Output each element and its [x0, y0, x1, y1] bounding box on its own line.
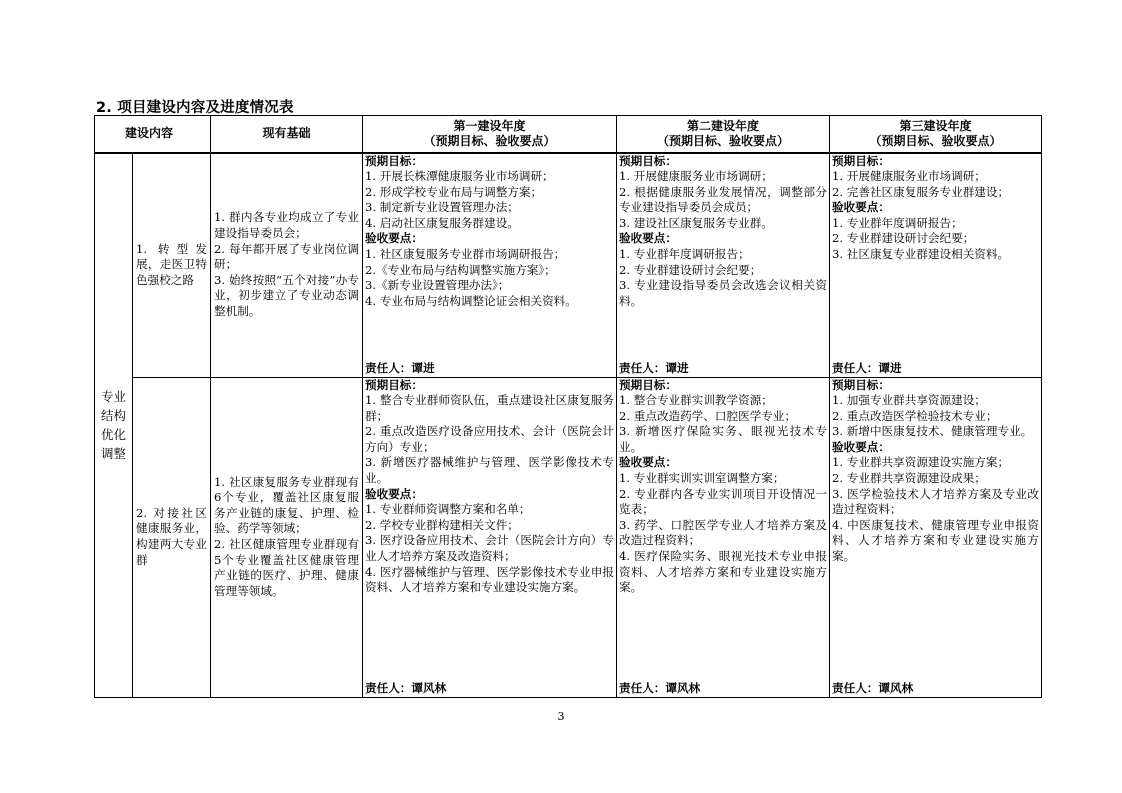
- goal-label: 预期目标：: [619, 377, 677, 392]
- goal-label: 预期目标：: [365, 377, 423, 392]
- basis-item: 1. 群内各专业均成立了专业建设指导委员会；: [214, 210, 360, 241]
- acceptance-item: 3. 医学检验技术人才培养方案及专业改造过程资料；: [832, 486, 1040, 517]
- acceptance-item: 2. 学校专业群构建相关文件；: [365, 517, 519, 532]
- header-construction-content: 建设内容: [95, 116, 211, 153]
- acceptance-item: 4. 专业布局与结构调整论证会相关资料。: [365, 293, 577, 308]
- acceptance-label: 验收要点：: [365, 486, 423, 501]
- construction-progress-table: [94, 115, 1042, 698]
- acceptance-item: 3. 社区康复专业群建设相关资料。: [832, 247, 1010, 262]
- acceptance-item: 4. 医疗器械维护与管理、医学影像技术专业申报资料、人才培养方案和专业建设实施方案。: [365, 564, 615, 595]
- category-cell: 专业结构优化调整: [95, 153, 133, 698]
- goal-item: 1. 开展健康服务业市场调研；: [619, 169, 773, 184]
- basis-cell: [211, 377, 363, 697]
- responsible-person: 责任人：谭风林: [619, 680, 701, 695]
- goal-item: 2. 重点改造医疗设备应用技术、会计（医院会计方向）专业；: [365, 424, 615, 454]
- header-existing-basis: 现有基础: [211, 116, 363, 153]
- acceptance-label: 验收要点：: [832, 439, 890, 454]
- year-3-cell: [830, 153, 1042, 378]
- header-row: [95, 116, 1042, 153]
- goal-item: 3. 制定新专业设置管理办法；: [365, 200, 519, 215]
- goal-item: 3. 新增医疗保险实务、眼视光技术专业。: [619, 424, 828, 454]
- year-3-cell: [830, 377, 1042, 697]
- acceptance-item: 1. 专业群年度调研报告；: [832, 215, 963, 230]
- responsible-person: 责任人：谭进: [619, 360, 689, 375]
- header-year-1: [363, 116, 617, 153]
- goal-item: 1. 加强专业群共享资源建设；: [832, 393, 986, 408]
- acceptance-item: 2. 专业群内各专业实训项目开设情况一览表；: [619, 486, 828, 517]
- goal-item: 1. 整合专业群实训教学资源；: [619, 393, 773, 408]
- goal-item: 2. 完善社区康复服务专业群建设；: [832, 184, 1010, 199]
- goal-label: 预期目标：: [832, 153, 890, 168]
- acceptance-label: 验收要点：: [619, 231, 677, 246]
- acceptance-item: 1. 专业群实训实训室调整方案；: [619, 471, 785, 486]
- header-year-3-subtitle: （预期目标、验收要点）: [869, 133, 1002, 148]
- acceptance-item: 2. 专业群共享资源建设成果；: [832, 471, 986, 486]
- basis-item: 2. 社区健康管理专业群现有5个专业覆盖社区健康管理产业链的医疗、护理、健康管理等领域。: [214, 537, 360, 598]
- goal-label: 预期目标：: [619, 153, 677, 168]
- basis-cell: [211, 153, 363, 378]
- page-number: 3: [557, 710, 565, 723]
- table-row: [95, 377, 1042, 697]
- header-year-2-subtitle: （预期目标、验收要点）: [657, 133, 790, 148]
- goal-item: 2. 根据健康服务业发展情况，调整部分专业建设指导委员会成员；: [619, 184, 828, 215]
- goal-item: 1. 开展长株潭健康服务业市场调研；: [365, 169, 554, 184]
- basis-item: 3. 始终按照“五个对接”办专业，初步建立了专业动态调整机制。: [214, 272, 360, 318]
- table-row: [95, 153, 1042, 378]
- acceptance-item: 3. 专业建设指导委员会改选会议相关资料。: [619, 278, 828, 308]
- acceptance-item: 1. 专业群年度调研报告；: [619, 247, 750, 262]
- header-year-3: [830, 116, 1042, 153]
- acceptance-item: 3. 医疗设备应用技术、会计（医院会计方向）专业人才培养方案及改造资料；: [365, 533, 615, 564]
- goal-label: 预期目标：: [365, 153, 423, 168]
- acceptance-item: 3.《新专业设置管理办法》；: [365, 278, 510, 293]
- subitem-cell: 1. 转型发展，走医卫特色强校之路: [133, 153, 211, 378]
- goal-item: 3. 新增中医康复技术、健康管理专业。: [832, 424, 1033, 439]
- responsible-person: 责任人：谭进: [832, 360, 902, 375]
- responsible-person: 责任人：谭进: [365, 360, 435, 375]
- goal-item: 2. 重点改造药学、口腔医学专业；: [619, 408, 797, 423]
- responsible-person: 责任人：谭风林: [365, 680, 447, 695]
- header-year-3-title: 第三建设年度: [899, 118, 972, 133]
- acceptance-label: 验收要点：: [619, 455, 677, 470]
- basis-item: 2. 每年都开展了专业岗位调研；: [214, 241, 360, 272]
- year-2-cell: [617, 153, 830, 378]
- year-1-cell: [363, 153, 617, 378]
- goal-item: 1. 整合专业群师资队伍，重点建设社区康复服务群；: [365, 393, 615, 423]
- year-2-cell: [617, 377, 830, 697]
- header-year-1-subtitle: （预期目标、验收要点）: [423, 133, 556, 148]
- goal-item: 4. 启动社区康复服务群建设。: [365, 215, 519, 230]
- acceptance-label: 验收要点：: [365, 231, 423, 246]
- acceptance-item: 1. 专业群师资调整方案和名单；: [365, 502, 531, 517]
- acceptance-item: 2. 专业群建设研讨会纪要；: [619, 262, 762, 277]
- goal-label: 预期目标：: [832, 377, 890, 392]
- goal-item: 3. 建设社区康复服务专业群。: [619, 215, 773, 230]
- acceptance-item: 4. 中医康复技术、健康管理专业申报资料、人才培养方案和专业建设实施方案。: [832, 517, 1040, 564]
- subitem-cell: 2. 对接社区健康服务业，构建两大专业群: [133, 377, 211, 697]
- acceptance-label: 验收要点：: [832, 200, 890, 215]
- acceptance-item: 1. 专业群共享资源建设实施方案；: [832, 455, 1010, 470]
- header-year-2-title: 第二建设年度: [687, 118, 760, 133]
- acceptance-item: 3. 药学、口腔医学专业人才培养方案及改造过程资料；: [619, 517, 828, 548]
- goal-item: 3. 新增医疗器械维护与管理、医学影像技术专业。: [365, 455, 615, 486]
- acceptance-item: 2. 专业群建设研讨会纪要；: [832, 231, 975, 246]
- header-year-2: [617, 116, 830, 153]
- goal-item: 2. 重点改造医学检验技术专业；: [832, 408, 998, 423]
- responsible-person: 责任人：谭风林: [832, 680, 914, 695]
- acceptance-item: 1. 社区康复服务专业群市场调研报告；: [365, 247, 566, 262]
- acceptance-item: 2.《专业布局与结构调整实施方案》；: [365, 262, 556, 277]
- goal-item: 1. 开展健康服务业市场调研；: [832, 169, 986, 184]
- acceptance-item: 4. 医疗保险实务、眼视光技术专业申报资料、人才培养方案和专业建设实施方案。: [619, 549, 828, 595]
- goal-item: 2. 形成学校专业布局与调整方案；: [365, 184, 543, 199]
- year-1-cell: [363, 377, 617, 697]
- document-title: 2. 项目建设内容及进度情况表: [96, 100, 294, 116]
- basis-item: 1. 社区康复服务专业群现有6个专业，覆盖社区康复服务产业链的康复、护理、检验、药学等领域；: [214, 474, 360, 536]
- header-year-1-title: 第一建设年度: [453, 118, 526, 133]
